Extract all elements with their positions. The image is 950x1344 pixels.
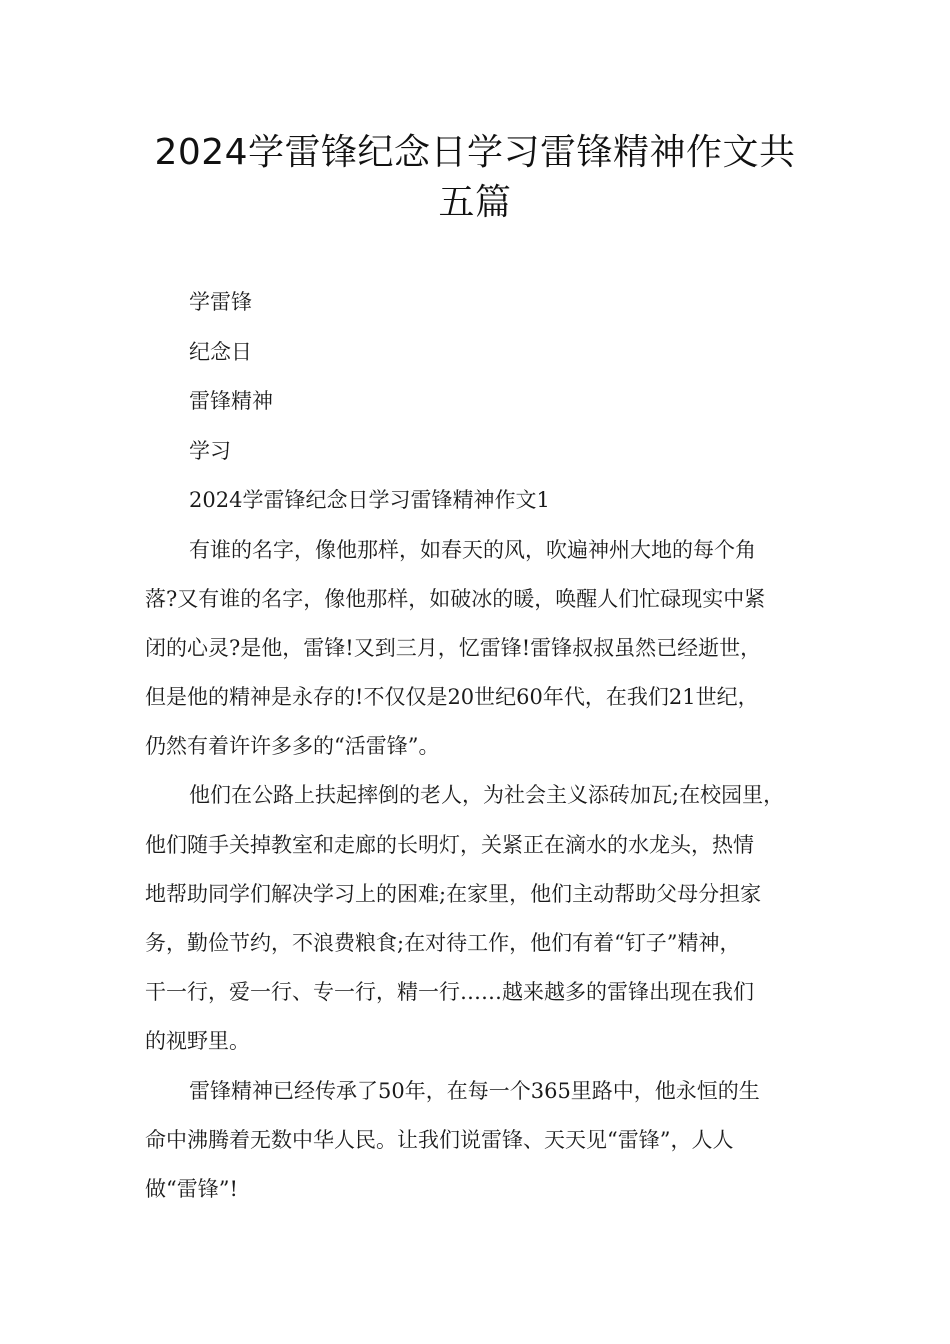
document-title (120, 128, 830, 228)
paragraph-1 (145, 526, 835, 772)
keyword-line: 学习 (189, 438, 231, 463)
paragraph-line: 闭的心灵?是他，雷锋!又到三月，忆雷锋!雷锋叔叔虽然已经逝世， (145, 635, 762, 660)
title-line-2: 五篇 (438, 182, 512, 223)
keyword-line: 雷锋精神 (189, 389, 273, 413)
paragraph-3 (145, 1067, 835, 1215)
paragraph-line: 做“雷锋”! (145, 1176, 238, 1201)
paragraph-line: 的视野里。 (145, 1029, 250, 1054)
paragraph-line: 他们随手关掉教室和走廊的长明灯，关紧正在滴水的水龙头，热情 (145, 832, 754, 857)
paragraph-line: 干一行，爱一行、专一行，精一行……越来越多的雷锋出现在我们 (145, 980, 754, 1005)
document-body (145, 278, 835, 1214)
paragraph-line: 雷锋精神已经传承了50年，在每一个365里路中，他永恒的生 (189, 1078, 760, 1103)
paragraph-2 (145, 771, 835, 1066)
keyword-line: 纪念日 (189, 339, 252, 364)
paragraph-line: 地帮助同学们解决学习上的困难;在家里，他们主动帮助父母分担家 (145, 881, 762, 906)
paragraph-line: 命中沸腾着无数中华人民。让我们说雷锋、天天见“雷锋”，人人 (145, 1127, 734, 1152)
paragraph-line: 他们在公路上扶起摔倒的老人，为社会主义添砖加瓦;在校园里， (189, 783, 785, 808)
keyword-line: 学雷锋 (189, 290, 252, 314)
title-line-1: 2024学雷锋纪念日学习雷锋精神作文共 (154, 132, 796, 173)
paragraph-line: 落?又有谁的名字，像他那样，如破冰的暖，唤醒人们忙碌现实中紧 (145, 586, 766, 611)
paragraph-line: 有谁的名字，像他那样，如春天的风，吹遍神州大地的每个角 (189, 537, 756, 562)
section-heading: 2024学雷锋纪念日学习雷锋精神作文1 (189, 488, 550, 512)
paragraph-line: 但是他的精神是永存的!不仅仅是20世纪60年代，在我们21世纪， (145, 685, 759, 710)
paragraph-line: 仍然有着许许多多的“活雷锋”。 (145, 734, 440, 759)
paragraph-line: 务，勤俭节约，不浪费粮食;在对待工作，他们有着“钉子”精神， (145, 931, 741, 955)
